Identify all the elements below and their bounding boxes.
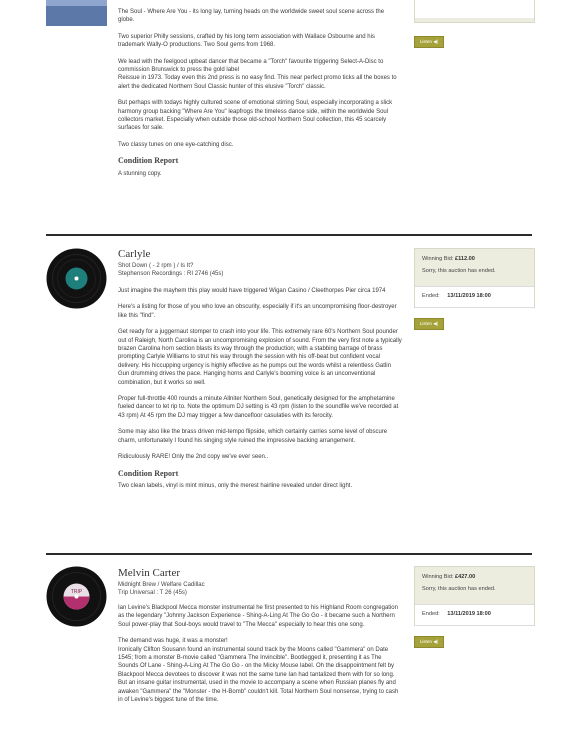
- listing-artist[interactable]: Carlyle: [118, 248, 151, 260]
- condition-report-heading: Condition Report: [118, 156, 179, 166]
- listing-meta: [118, 581, 205, 597]
- record-thumbnail[interactable]: [46, 566, 107, 627]
- ended-value: 13/11/2019 18:00: [447, 293, 491, 299]
- condition-report-text: A stunning copy.: [118, 170, 162, 177]
- description-paragraph: Two superior Philly sessions, crafted by his long term association with Wallace Osbourne and his trademark Wally-O productions. Two Soul gems from 1968.: [118, 33, 375, 49]
- auction-ended-message: Sorry, this auction has ended.: [422, 586, 496, 592]
- listing-label: Stephenson Recordings : RI 2746 (45s): [118, 271, 224, 277]
- auction-ended-message: Sorry, this auction has ended.: [422, 268, 496, 274]
- description-paragraph: Here's a listing for those of you who love an obscurity, especially if it's an uncompromising floor-destroyer like this "find".: [118, 304, 397, 319]
- description-paragraph: But perhaps with todays highly cultured scene of emotional stirring Soul, especially incorporating a slick harmony group backing "Where Are You" leapfrogs the timeless dance side, within the worldwide Soul collectors market. Especially when outside those old-school Northern Soul collection, this 45 scarcely surfaces for sale.: [118, 100, 393, 132]
- record-thumbnail[interactable]: [46, 0, 107, 26]
- record-thumbnail[interactable]: [46, 248, 107, 309]
- listing-titles: Shot Down ( - 2 rpm ) / Is It?: [118, 263, 194, 269]
- condition-report-text: Two clean labels, vinyl is mint minus, only the merest hairline revealed under direct light.: [118, 482, 353, 489]
- winning-bid: [422, 256, 475, 262]
- listing-divider: [46, 553, 532, 555]
- description-paragraph: Ridiculously RARE! Only the 2nd copy we've ever seen..: [118, 454, 269, 461]
- listen-button[interactable]: Listen ◀): [414, 636, 444, 648]
- listen-button[interactable]: Listen ◀): [414, 36, 444, 48]
- auction-ended-row: [415, 286, 534, 308]
- listing-meta: [118, 262, 223, 278]
- description-paragraph: The demand was huge, it was a monster! Ironically Clifton Sousann found an instrumental sound track by the Moons called "Gammera" on Date 1545; from a monster B-movie called "Gammera The Invincible". Bootlegged it, presenting it as The Sounds Of Lane - Shing-A-Ling At The Go Go - on the Micky Mouse label. Oh the disappointment felt by Blackpool Mecca devotees to discover it was not the same tune Ian had tantalized them with for so long. But an insane guitar instrumental, used in the movie to accompany a scene when Russian planes fly and awaken "Gammera" the "Monster - the H-Bomb" couldn't kill. Total Northern Soul nonsense, trying to cash in of Levine's biggest tune of the time.: [118, 638, 399, 704]
- description-paragraph: We lead with the feelgood upbeat dancer that became a "Torch" favourite triggering Select-A-Disc to commission Brunswick to press the gold label Reissue in 1973. Today even this 2nd press is no easy find. This near perfect promo ticks all the boxes to alert the dedicated Northern Soul Classic hunter of this elusive "Torch" classic.: [118, 58, 397, 90]
- listing-description: [118, 8, 402, 186]
- description-paragraph: Ian Levine's Blackpool Mecca monster instrumental he first presented to his Highland Room congregation as the legendary "Johnny Jackson Experience - Shing-A-Ling At The Go Go - it became such a Northern Soul power-play that Soul-boys would travel to "The Mecca" especially to hear this one song.: [118, 605, 398, 628]
- description-paragraph: The Soul - Where Are You - its long lay, turning heads on the worldwide sweet soul scene across the globe.: [118, 9, 385, 24]
- record-label-text: TRIP: [70, 589, 83, 595]
- listing-description: [118, 604, 402, 712]
- winning-bid-value: £427.00: [454, 574, 476, 580]
- winning-bid-value: £112.00: [454, 256, 475, 262]
- bid-box: [414, 248, 535, 308]
- condition-report-heading: Condition Report: [118, 468, 179, 478]
- listen-button[interactable]: Listen ◀): [414, 318, 444, 330]
- bid-box: [414, 566, 535, 626]
- ended-label: Ended:: [422, 293, 440, 299]
- auction-ended-row: [415, 604, 534, 626]
- listing-description: [118, 287, 402, 498]
- description-paragraph: Proper full-throttle 400 rounds a minute Allniter Northern Soul, genetically designed for the amphetamine fueled dancer to let rip to. Note the optimum DJ setting is 43 rpm (listen to the soundfile we've recorded at 43 rpm) At 45 rpm the DJ may trigger a few dancefloor casulaties with its ferocity.: [118, 396, 399, 419]
- description-paragraph: Some may also like the brass driven mid-tempo flipside, which certainly carries some level of obscure charm, unfortunately I found his singing style ruined the impressive backing arrangement.: [118, 429, 388, 444]
- ended-label: Ended:: [422, 611, 440, 617]
- listing-artist[interactable]: Melvin Carter: [118, 567, 181, 579]
- listing-label: Trip Universal : T 26 (45s): [118, 590, 187, 596]
- description-paragraph: Get ready for a juggernaut stomper to crash into your life. This extremely rare 60's Northern Soul pounder out of Raleigh, North Carolina is an uncompromising explosion of sound. From the very first note a typically brazen Carolina horn section blasts its way through the production; with a stabbing barrage of brass prompting Carlyle Williams to strut his way through the session with his off-beat but confident vocal delivery. His hiccupping urgency is highly effective as he pumps out the words whilst a relentless Gatlin Gun drumming drives the pace. Hanging horns and Carlyle's booming voice is an unconventional combination, but it works so well.: [118, 329, 402, 386]
- winning-bid: [422, 574, 475, 580]
- winning-bid-label: Winning Bid:: [422, 256, 454, 262]
- listing-divider: [46, 234, 532, 236]
- listing-titles: Midnight Brew / Welfare Cadillac: [118, 582, 205, 588]
- winning-bid-label: Winning Bid:: [422, 574, 454, 580]
- description-paragraph: Two classy tunes on one eye-catching disc.: [118, 141, 234, 148]
- ended-value: 13/11/2019 18:00: [447, 611, 491, 617]
- description-paragraph: Just imagine the mayhem this play would have triggered Wigan Casino / Cleethorpes Pier circa 1974: [118, 288, 386, 294]
- bid-box-top: [414, 0, 535, 23]
